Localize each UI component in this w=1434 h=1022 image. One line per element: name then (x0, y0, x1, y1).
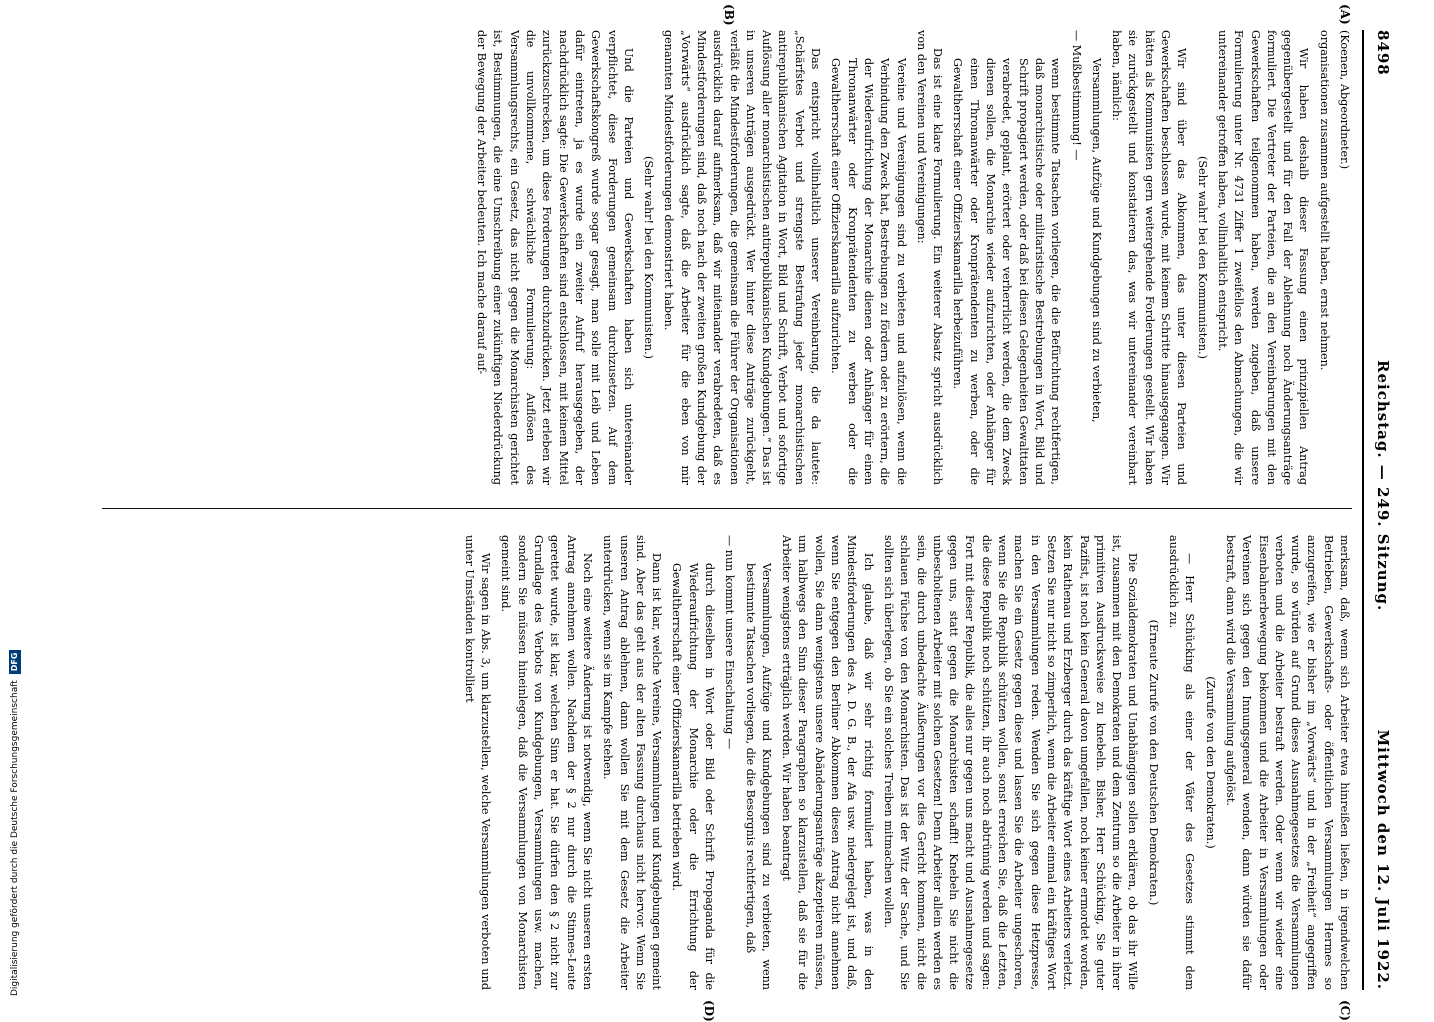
left-column-paragraph: organisationen zusammen aufgestellt haben, ernst nehmen. (1317, 30, 1331, 371)
header-rule (1362, 30, 1364, 990)
footer-text: Digitalisierung gefördert durch die Deutsche Forschungsgemeinschaft (10, 680, 20, 996)
left-column-paragraph: wenn bestimmte Tatsachen vorliegen, die die Befürchtung rechtfertigen, daß monarchistische oder militaristische Bestrebungen in Wort, Bild und Schrift propagiert werden, oder daß bei diesen Gelegenheiten Gewalttaten verabredet, geplant, erörtert oder verherrlicht werden, die dem Zweck dienen sollen, die Monarchie wieder aufzurichten, oder Anhänger für einen Thronanwärter oder Kronprätendenten zu werben, oder die Gewaltherrschaft einer Offizierskamarilla herbeizuführen. (951, 58, 1063, 485)
right-column-paragraph: Noch eine weitere Änderung ist notwendig, wenn Sie nicht unseren ersten Antrag annehmen wollen. Nachdem der § 2 nur durch die Stinnes-Leute gerettet wurde, ist klar, welchen Sinn er hat. Sie dürfen den § 2 nicht zur Grundlage des Verbots von Kundgebungen, Versammlungen usw. machen, sondern Sie müssen hineinlegen, daß die Versammlungen von Monarchisten gemeint sind. (499, 535, 594, 990)
margin-marker-c: (C) (1338, 1000, 1352, 1021)
left-column-paragraph: Das ist eine klare Formulierung. Ein weiterer Absatz spricht ausdrücklich von den Vereinen und Vereinigungen: (914, 30, 945, 485)
right-column-paragraph: Versammlungen, Aufzüge und Kundgebungen sind zu verbieten, wenn bestimmte Tatsachen vorliegen, die die Besorgnis rechtfertigen, daß (743, 563, 773, 990)
right-column-paragraph: (Zurufe von den Demokraten.) (1203, 676, 1217, 849)
right-column-paragraph: merksam, daß, wenn sich Arbeiter etwa hinreißen ließen, in irgendwelchen Betrieben, Gewerkschafts- oder öffentlichen Versammlungen Hermes so anzugreifen, wie er bisher im „Vorwärts“ und in der „Freiheit“ angegriffen wurde, so würden auf Grund dieses Ausnahmegesetzes die Versammlungen verboten und die Arbeiter bestraft werden. Oder wenn wir wieder eine Eisenbahnerbewegung bekommen und die Arbeiter in Versammlungen oder Vereinen sich gegen den Innungsgeneral wenden, dann würden sie dafür bestraft, dann wird die Versammlung aufgelöst. (1223, 535, 1351, 990)
left-column-paragraph: (Sehr wahr! bei den Kommunisten.) (1195, 155, 1209, 360)
header-date: Mittwoch den 12. Juli 1922. (1374, 729, 1392, 990)
right-column-paragraph: durch dieselben in Wort oder Bild oder Schrift Propaganda für die Wiederaufrichtung der Monarchie oder die Errichtung der Gewaltherrschaft einer Offizierskamarilla betrieben wird. (670, 563, 717, 990)
left-column-paragraph: (Sehr wahr! bei den Kommunisten.) (642, 155, 656, 360)
column-divider (102, 508, 1352, 509)
footer-credit (8, 16, 22, 996)
right-column-paragraph: (Erneute Zurufe von den Deutschen Demokraten.) (1146, 619, 1160, 906)
rotated-document (76, 4, 1396, 1022)
header-session: Reichstag. — 249. Sitzung. (1374, 360, 1392, 612)
left-column (92, 30, 1352, 485)
dfg-logo: DFG (9, 650, 21, 675)
left-column-paragraph: — Mußbestimmung! — (1069, 30, 1083, 161)
right-column-paragraph: Wir sagen in Abs. 3, um klarzustellen, welche Versammlungen verboten und unter Umständen kontrolliert (462, 535, 493, 990)
left-column-paragraph: Das entspricht vollinhaltlich unserer Vereinbarung, die da lautete: „Schärfstes Verbot und strengste Bestrafung jeder monarchistischen antirepublikanischen Agitation in Wort, Bild und Schrift, Verbot und sofortige Auflösung aller monarchistischen antirepublikanischen Kundgebungen.“ Das ist in unseren Anträgen ausgedrückt. Wer hinter diese Anträge zurückgeht, verläßt die Mindestforderungen, die gemeinsam die Führer der Organisationen ausdrücklich darauf aufmerksam, daß wir miteinander verabredeten, daß es Mindestforderungen sind, daß noch nach der zweiten großen Kundgebung der „Vorwärts“ ausdrücklich sagte, daß die Arbeiter für die eben von mir genannten Mindestforderungen demonstriert haben. (662, 30, 823, 485)
right-column (92, 535, 1352, 990)
margin-marker-d: (D) (702, 1000, 716, 1022)
left-column-paragraph: Wir haben deshalb dieser Fassung einen prinzipiellen Antrag gegenübergestellt und für den Fall der Ablehnung noch Änderungsanträge formuliert. Die Vertreter der Parteien, die an den Vereinbarungen mit den Gewerkschaften teilgenommen haben, werden zugeben, daß unsere Formulierung unter Nr. 4731 Ziffer 1 zweifellos den Abmachungen, die wir untereinander getroffen haben, vollinhaltlich entspricht. (1215, 30, 1311, 485)
left-column-paragraph: Wir sind über das Abkommen, das unter diesen Parteien und Gewerkschaften beschlossen wurde, mit keinem Schritte hinausgegangen. Wir hätten als Kommunisten gern weitergehende Forderungen gestellt. Wir haben sie zurückgestellt und konstatieren das, was wir untereinander vereinbart haben, nämlich: (1110, 30, 1189, 485)
left-column-paragraph: Und die Parteien und Gewerkschaften haben sich untereinander verpflichtet, diese Forderungen gemeinsam durchzusetzen. Auf dem Gewerkschaftskongreß wurde sogar gesagt, man solle mit Leib und Leben dafür eintreten, ja es wurde ein zweiter Aufruf herausgegeben, der nachdrücklich sagte: Die Gewerkschaften sind entschlossen, mit keinem Mittel zurückzuschrecken, um diese Forderungen durchzudrücken. Jetzt erleben wir die unvollkommene, schwächliche Formulierung: Auflösen des Versammlungsrechts, ein Gesetz, das nicht gegen die Monarchisten gerichtet ist, Bestimmungen, die eine Umschreibung einer zukünftigen Niederdrückung der Bewegung der Arbeiter bedeuten. Ich mache darauf auf- (475, 30, 635, 485)
right-column-paragraph: Ich glaube, daß wir sehr richtig formuliert haben, was in den Mindestforderungen des A. D. G. B., der Afa usw. niedergelegt ist, und daß, wenn Sie entgegen den Berliner Abkommen diesen Antrag nicht annehmen wollen, Sie dann wenigstens unsere Abänderungsanträge akzeptieren müssen, um halbwegs den Sinn dieser Paragraphen so klarzustellen, daß sie für die Arbeiter wenigstens erträglich werden. Wir haben beantragt (780, 535, 875, 990)
left-column-paragraph: (Koenen, Abgeordneter.) (1338, 30, 1351, 170)
page-number: 8498 (1374, 30, 1392, 76)
right-column-paragraph: — Herr Schücking als einer der Väter des Gesetzes stimmt dem ausdrücklich zu. (1167, 535, 1197, 990)
running-header (1366, 30, 1396, 990)
right-column-paragraph: — nun kommt unsere Einschaltung — (723, 535, 737, 750)
right-column-paragraph: Dann ist klar, welche Vereine, Versammlungen und Kundgebungen gemeint sind. Aber das geht aus der alten Fassung durchaus nicht hervor. Wenn Sie unseren Antrag ablehnen, dann wollen Sie mit dem Gesetz die Arbeiter unterdrücken, wenn sie im Kampfe stehen. (601, 535, 664, 990)
right-column-paragraph: Die Sozialdemokraten und Unabhängigen sollen erklären, ob das ihr Wille ist, zusammen mit den Demokraten und dem Zentrum so die Arbeiter in ihrer primitiven Ausdrucksweise zu knebeln. Bisher, Herr Schücking, Sie guter Pazifist, ist noch kein General davon umgefallen, noch keiner ermordet worden, kein Rathenau und Erzberger durch das kräftige Wort eines Arbeiters verletzt. Setzen Sie nur nicht so zimperlich, wenn die Arbeiter einmal ein kräftiges Wort in den Versammlungen reden. Wenden Sie sich gegen diese Hetzpresse, machen Sie ein Gesetz gegen diese und lassen Sie die Arbeiter ungeschoren, wenn Sie die Republik schützen wollen, sonst erreichen Sie, daß die Letzten, die diese Republik noch schützen, ihr auch noch abtrünnig werden und sagen: Fort mit dieser Republik, die alles nur gegen uns macht und Ausnahmegesetze gegen uns, statt gegen die Monarchisten schafft! Knebeln Sie nicht die unbescholtenen Arbeiter mit solchen Gesetzen! Denn Arbeiter allein werden es sein, die durch unbedachte Äußerungen vor dies Gericht kommen, nicht die schlauen Füchse von den Monarchisten. Das ist der Witz der Sache, und Sie sollten sich überlegen, ob Sie ein solches Treiben mitmachen wollen. (881, 535, 1140, 990)
left-column-paragraph: Vereine und Vereinigungen sind zu verbieten und aufzulösen, wenn die Verbindung den Zweck hat, Bestrebungen zu fördern oder zu erörtern, die der Wiederaufrichtung der Monarchie dienen oder Anhänger für einen Thronanwärter oder Kronprätendenten zu werben oder die Gewaltherrschaft einer Offizierskamarilla aufzurichten. (829, 58, 908, 485)
margin-marker-b: (B) (722, 4, 736, 26)
left-column-paragraph: Versammlungen, Aufzüge und Kundgebungen sind zu verbieten, (1089, 58, 1103, 423)
margin-marker-a: (A) (1338, 4, 1352, 25)
